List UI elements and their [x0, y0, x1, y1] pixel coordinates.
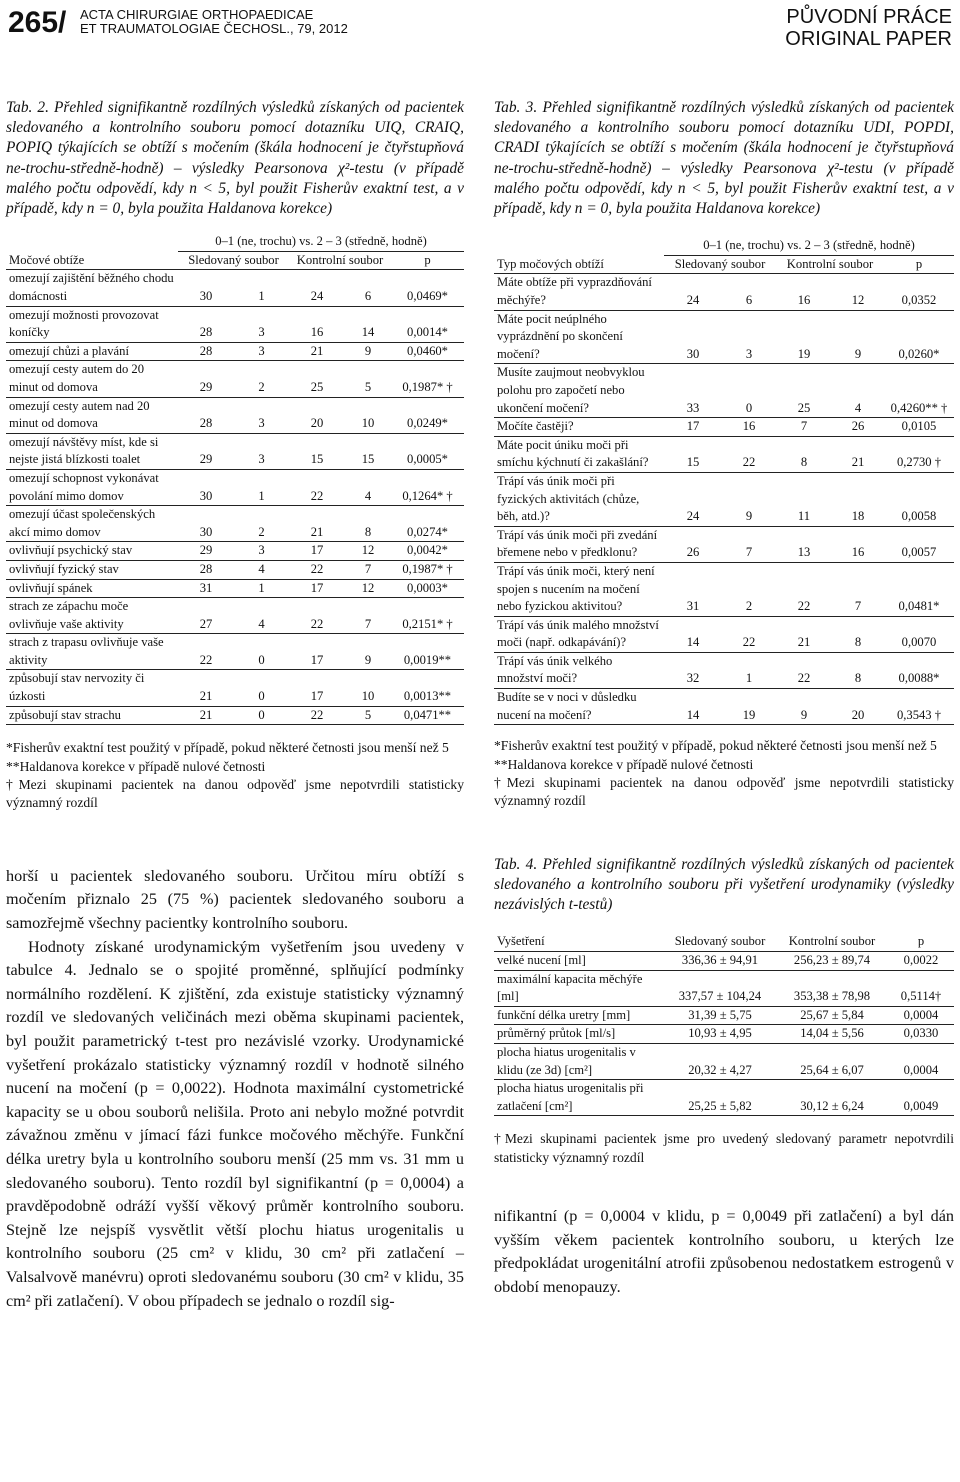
cell-value: 16: [722, 418, 776, 437]
cell-value: 0,0004: [888, 1044, 954, 1080]
cell-value: 16: [776, 274, 832, 310]
cell-value: 29: [178, 361, 234, 397]
cell-value: 22: [289, 598, 345, 634]
cell-value: 3: [722, 310, 776, 364]
row-label: průměrný průtok [ml/s]: [494, 1025, 664, 1044]
row-label: omezují účast společenských akcí mimo domov: [6, 506, 178, 542]
cell-value: 3: [234, 433, 289, 469]
table-row: [6, 361, 464, 397]
cell-value: 0,0003*: [391, 579, 464, 598]
cell-value: 14: [664, 616, 722, 652]
cell-value: 14: [664, 689, 722, 725]
cell-value: 22: [776, 562, 832, 616]
cell-value: 15: [664, 436, 722, 472]
cell-value: 0,0070: [884, 616, 954, 652]
cell-value: 0: [234, 670, 289, 706]
tab3-caption-prefix: Tab. 3.: [494, 99, 538, 116]
table-footnote: *Fisherův exaktní test použitý v případě, pokud některé četnosti jsou menší než 5: [494, 738, 937, 754]
cell-value: 336,36 ± 94,91: [664, 952, 776, 971]
row-label: omezují schopnost vykonávat povolání mimo domov: [6, 469, 178, 505]
cell-value: 5: [345, 361, 391, 397]
page-header: [0, 0, 960, 70]
cell-value: 256,23 ± 89,74: [776, 952, 888, 971]
cell-value: 6: [722, 274, 776, 310]
table-row: [494, 689, 954, 725]
row-label: strach z trapasu ovlivňuje vaše aktivity: [6, 634, 178, 670]
table-footnote: †Mezi skupinami pacientek jsme pro uvedený sledovaný parametr nepotvrdili statisticky významný rozdíl: [494, 1131, 954, 1165]
tab3-caption: [494, 98, 954, 219]
cell-value: 8: [832, 616, 884, 652]
row-label: omezují možnosti provozovat koníčky: [6, 306, 178, 342]
cell-value: 22: [289, 469, 345, 505]
column-header: Kontrolní soubor: [776, 255, 884, 274]
cell-value: 0,5114†: [888, 970, 954, 1006]
cell-value: 9: [722, 472, 776, 526]
cell-value: 0,0005*: [391, 433, 464, 469]
table-row: [6, 397, 464, 433]
table-row: [494, 562, 954, 616]
cell-value: 4: [345, 469, 391, 505]
journal-line-1: ACTA CHIRURGIAE ORTHOPAEDICAE: [80, 7, 314, 22]
cell-value: 10: [345, 670, 391, 706]
cell-value: 15: [289, 433, 345, 469]
cell-value: 0,0004: [888, 1006, 954, 1025]
cell-value: 0,1264* †: [391, 469, 464, 505]
cell-value: 0,0042*: [391, 542, 464, 561]
cell-value: 22: [776, 652, 832, 688]
tab4-notes: [494, 1130, 954, 1167]
cell-value: 24: [289, 270, 345, 306]
cell-value: 1: [234, 579, 289, 598]
row-label: Budíte se v noci v důsledku nucení na močení?: [494, 689, 664, 725]
cell-value: 25,64 ± 6,07: [776, 1044, 888, 1080]
cell-value: 6: [345, 270, 391, 306]
tab4-caption-prefix: Tab. 4.: [494, 855, 538, 873]
row-label: Máte pocit neúplného vyprázdnění po skončení močení?: [494, 310, 664, 364]
cell-value: 353,38 ± 78,98: [776, 970, 888, 1006]
cell-value: 1: [234, 469, 289, 505]
table-row: [494, 952, 954, 971]
cell-value: 21: [178, 670, 234, 706]
column-header: Sledovaný soubor: [664, 933, 776, 951]
body-paragraph: horší u pacientek sledovaného souboru. Určitou míru obtíží s močením přiznalo 25 (75 %) pacientek sledovaného souboru a samozřejmě všechny pacientky kontrolního souboru.: [6, 866, 464, 933]
cell-value: 9: [345, 634, 391, 670]
row-label: maximální kapacita měchýře [ml]: [494, 970, 664, 1006]
table-row: [494, 274, 954, 310]
cell-value: 17: [289, 542, 345, 561]
cell-value: 21: [289, 342, 345, 361]
table-row: [494, 310, 954, 364]
table-row: [6, 270, 464, 306]
cell-value: 21: [832, 436, 884, 472]
cell-value: 10,93 ± 4,95: [664, 1025, 776, 1044]
cell-value: 9: [832, 310, 884, 364]
cell-value: 28: [178, 397, 234, 433]
cell-value: 21: [289, 506, 345, 542]
table-row: [6, 469, 464, 505]
column-header: Sledovaný soubor: [178, 251, 289, 270]
column-header-row: [494, 255, 954, 274]
row-label: Močíte častěji?: [494, 418, 664, 437]
cell-value: 29: [178, 433, 234, 469]
row-label: ovlivňují fyzický stav: [6, 560, 178, 579]
cell-value: 7: [345, 598, 391, 634]
table-row: [494, 1080, 954, 1116]
column-header: Sledovaný soubor: [664, 255, 776, 274]
cell-value: 22: [289, 706, 345, 725]
cell-value: 3: [234, 397, 289, 433]
cell-value: 0,2730 †: [884, 436, 954, 472]
cell-value: 0,0088*: [884, 652, 954, 688]
cell-value: 30,12 ± 6,24: [776, 1080, 888, 1116]
cell-value: 7: [722, 526, 776, 562]
tab3-table: [494, 237, 954, 725]
cell-value: 5: [345, 706, 391, 725]
row-label: omezují cesty autem do 20 minut od domova: [6, 361, 178, 397]
tab2-caption-text: Přehled signifikantně rozdílných výsledků získaných od pacientek sledovaného a kontrolního souboru pomocí dotazníku UIQ, CRAIQ, POPIQ týkajících se obtíží s močením (škála hodnocení je čtyřstupňová ne-trochu-středně-hodně) – výsledky Pearsonova χ²-testu (v případě malého počtu odpovědí, kdy n < 5, byl použit Fisherův exaktní test, a v případě, kdy n = 0, byla použita Haldanova korekce): [6, 99, 464, 218]
cell-value: 12: [345, 542, 391, 561]
cell-value: 0,0471**: [391, 706, 464, 725]
cell-value: 16: [832, 526, 884, 562]
cell-value: 8: [345, 506, 391, 542]
cell-value: 25,67 ± 5,84: [776, 1006, 888, 1025]
tab2-table: [6, 233, 464, 725]
cell-value: 4: [832, 364, 884, 418]
table-row: [494, 1006, 954, 1025]
body-paragraph: nifikantní (p = 0,0004 v klidu, p = 0,0049 při zatlačení) a byl dán vyšším věkem pacientek kontrolního souboru, u kterých lze předpokládat urogenitální atrofii způsobenou nedostatkem estrogenů v období menopauzy.: [494, 1207, 954, 1297]
cell-value: 0,0330: [888, 1025, 954, 1044]
cell-value: 0,2151* †: [391, 598, 464, 634]
cell-value: 0,0249*: [391, 397, 464, 433]
cell-value: 20,32 ± 4,27: [664, 1044, 776, 1080]
body-text-left: [6, 865, 464, 1313]
column-header: Kontrolní soubor: [776, 933, 888, 951]
cell-value: 0,0022: [888, 952, 954, 971]
group-header-row: [494, 237, 954, 255]
cell-value: 14,04 ± 5,56: [776, 1025, 888, 1044]
cell-value: 20: [289, 397, 345, 433]
cell-value: 31: [178, 579, 234, 598]
cell-value: 30: [178, 270, 234, 306]
cell-value: 33: [664, 364, 722, 418]
cell-value: 3: [234, 542, 289, 561]
column-header: p: [391, 251, 464, 270]
cell-value: 7: [345, 560, 391, 579]
cell-value: 28: [178, 560, 234, 579]
cell-value: 20: [832, 689, 884, 725]
cell-value: 0,0058: [884, 472, 954, 526]
tab3-caption-text: Přehled signifikantně rozdílných výsledků získaných od pacientek sledovaného a kontrolního souboru pomocí dotazníku UDI, POPDI, CRADI týkajících se obtíží s močením (škála hodnocení je čtyřstupňová ne-trochu-středně-hodně) – výsledky Pearsonova χ²-testu (v případě malého počtu odpovědí, kdy n < 5, byl použit Fisherův exaktní test, a v případě, kdy n = 0, byla použita Haldanova korekce): [494, 99, 954, 218]
section-label: [785, 6, 952, 50]
row-label: omezují zajištění běžného chodu domácnosti: [6, 270, 178, 306]
cell-value: 27: [178, 598, 234, 634]
cell-value: 19: [776, 310, 832, 364]
cell-value: 11: [776, 472, 832, 526]
section-line-1: PŮVODNÍ PRÁCE: [786, 6, 952, 28]
cell-value: 15: [345, 433, 391, 469]
cell-value: 10: [345, 397, 391, 433]
cell-value: 28: [178, 306, 234, 342]
cell-value: 0,1987* †: [391, 560, 464, 579]
journal-line-2: ET TRAUMATOLOGIAE ČECHOSL., 79, 2012: [80, 21, 348, 36]
page-number: 265/: [8, 6, 67, 39]
cell-value: 1: [722, 652, 776, 688]
cell-value: 12: [832, 274, 884, 310]
cell-value: 337,57 ± 104,24: [664, 970, 776, 1006]
cell-value: 0,0260*: [884, 310, 954, 364]
group-header: 0–1 (ne, trochu) vs. 2 – 3 (středně, hodně): [178, 233, 464, 251]
cell-value: 30: [664, 310, 722, 364]
row-label: Máte pocit úniku moči při smíchu kýchnutí či zakašlání?: [494, 436, 664, 472]
cell-value: 22: [722, 616, 776, 652]
cell-value: 25,25 ± 5,82: [664, 1080, 776, 1116]
table-row: [494, 652, 954, 688]
table-row: [494, 1025, 954, 1044]
row-label: omezují cesty autem nad 20 minut od domova: [6, 397, 178, 433]
column-header: p: [888, 933, 954, 951]
row-label: ovlivňují psychický stav: [6, 542, 178, 561]
tab2-notes: [6, 739, 464, 813]
column-header-row: [494, 933, 954, 951]
row-label: plocha hiatus urogenitalis při zatlačení [cm²]: [494, 1080, 664, 1116]
cell-value: 17: [289, 579, 345, 598]
tab3-notes: [494, 737, 954, 811]
table-footnote: †Mezi skupinami pacientek na danou odpověď jsme nepotvrdili statisticky významný rozdíl: [6, 777, 464, 811]
table-row: [494, 364, 954, 418]
table-row: [6, 560, 464, 579]
group-header-row: [6, 233, 464, 251]
cell-value: 19: [722, 689, 776, 725]
left-column: [6, 98, 464, 1313]
cell-value: 2: [722, 562, 776, 616]
cell-value: 12: [345, 579, 391, 598]
section-line-2: ORIGINAL PAPER: [785, 28, 952, 50]
table-row: [6, 579, 464, 598]
cell-value: 0,0460*: [391, 342, 464, 361]
cell-value: 0,0014*: [391, 306, 464, 342]
cell-value: 22: [722, 436, 776, 472]
cell-value: 9: [345, 342, 391, 361]
table-row: [6, 306, 464, 342]
cell-value: 29: [178, 542, 234, 561]
cell-value: 8: [776, 436, 832, 472]
table-row: [6, 634, 464, 670]
cell-value: 0,0352: [884, 274, 954, 310]
row-label: plocha hiatus urogenitalis v klidu (ze 3d) [cm²]: [494, 1044, 664, 1080]
cell-value: 9: [776, 689, 832, 725]
row-label: velké nucení [ml]: [494, 952, 664, 971]
column-header: Kontrolní soubor: [289, 251, 391, 270]
table-row: [6, 542, 464, 561]
cell-value: 26: [832, 418, 884, 437]
table-row: [6, 706, 464, 725]
cell-value: 26: [664, 526, 722, 562]
table-footnote: *Fisherův exaktní test použitý v případě, pokud některé četnosti jsou menší než 5: [6, 740, 449, 756]
cell-value: 0,1987* †: [391, 361, 464, 397]
group-header: 0–1 (ne, trochu) vs. 2 – 3 (středně, hodně): [664, 237, 954, 255]
cell-value: 2: [234, 506, 289, 542]
cell-value: 3: [234, 306, 289, 342]
table-footnote: †Mezi skupinami pacientek na danou odpověď jsme nepotvrdili statisticky významný rozdíl: [494, 775, 954, 809]
cell-value: 0: [234, 706, 289, 725]
table-footnote: **Haldanova korekce v případě nulové četnosti: [494, 756, 754, 772]
cell-value: 0: [722, 364, 776, 418]
cell-value: 0,0049: [888, 1080, 954, 1116]
row-label: Trápí vás únik malého množství moči (např. odkapávání)?: [494, 616, 664, 652]
journal-title: [80, 8, 348, 36]
cell-value: 24: [664, 274, 722, 310]
cell-value: 7: [832, 562, 884, 616]
cell-value: 8: [832, 652, 884, 688]
table-row: [6, 506, 464, 542]
cell-value: 2: [234, 361, 289, 397]
body-text-right: [494, 1205, 954, 1299]
cell-value: 17: [289, 670, 345, 706]
table-row: [494, 616, 954, 652]
tab4-table: [494, 933, 954, 1116]
cell-value: 0,0481*: [884, 562, 954, 616]
row-label: způsobují stav strachu: [6, 706, 178, 725]
cell-value: 25: [776, 364, 832, 418]
table-footnote: **Haldanova korekce v případě nulové četnosti: [6, 758, 266, 774]
cell-value: 13: [776, 526, 832, 562]
cell-value: 0,3543 †: [884, 689, 954, 725]
column-header: p: [884, 255, 954, 274]
table-row: [494, 472, 954, 526]
row-label: ovlivňují spánek: [6, 579, 178, 598]
cell-value: 0: [234, 634, 289, 670]
table-row: [494, 436, 954, 472]
right-column: [494, 98, 954, 1300]
cell-value: 0,0013**: [391, 670, 464, 706]
cell-value: 0,4260** †: [884, 364, 954, 418]
tab4-caption-text: Přehled signifikantně rozdílných výsledků získaných od pacientek sledovaného a kontrolního souboru při vyšetření urodynamiky (výsledky nezávislých t-testů): [494, 855, 954, 914]
tab2-caption-prefix: Tab. 2.: [6, 99, 49, 116]
cell-value: 24: [664, 472, 722, 526]
table-row: [6, 598, 464, 634]
cell-value: 0,0105: [884, 418, 954, 437]
cell-value: 4: [234, 598, 289, 634]
cell-value: 3: [234, 342, 289, 361]
cell-value: 17: [289, 634, 345, 670]
cell-value: 31: [664, 562, 722, 616]
cell-value: 22: [289, 560, 345, 579]
cell-value: 18: [832, 472, 884, 526]
tab4-caption: [494, 855, 954, 916]
row-label: Trápí vás únik moči, který není spojen s nucením na močení nebo fyzickou aktivitou?: [494, 562, 664, 616]
row-label: Máte obtíže při vyprazdňování měchýře?: [494, 274, 664, 310]
row-label: funkční délka uretry [mm]: [494, 1006, 664, 1025]
column-header: Typ močových obtíží: [494, 255, 664, 274]
cell-value: 1: [234, 270, 289, 306]
table-row: [494, 418, 954, 437]
cell-value: 21: [776, 616, 832, 652]
body-paragraph: Hodnoty získané urodynamickým vyšetřením jsou uvedeny v tabulce 4. Jednalo se o spojité proměnné, splňující podmínky normálního rozdělení. K zjištění, zda existuje statisticky významný rozdíl ve sledovaných veličinách mezi oběma skupinami pacientek, byl použit parametrický t-test pro nezávislé vzorky. Urodynamické vyšetření prokázalo statisticky významný rozdíl v hodnotě silného nucení na močení (p = 0,0022). Hodnota maximální cystometrické kapacity se u obou souborů nelišila. Proto ani nebylo možné potvrdit závažnou změnu v jímací fázi funkce močového měchýře. Funkční délka uretry byla u kontrolního souboru menší (25 mm vs. 31 mm u sledovaného souboru). Tento rozdíl byl signifikantní (p = 0,0004) a pravděpodobně odráží vyšší věkový průměr kontrolního souboru. Stejně lze nejspíš vysvětlit větší plochu hiatus urogenitalis u kontrolního souboru (25 cm² v klidu, 30 cm² při zatlačení – Valsalvově manévru) oproti sledovanému souboru (30 cm² v klidu, 35 cm² při zatlačení). V obou případech se jednalo o rozdíl sig-: [6, 937, 464, 1310]
cell-value: 17: [664, 418, 722, 437]
cell-value: 0,0057: [884, 526, 954, 562]
spacer-cell: [6, 233, 178, 251]
cell-value: 0,0274*: [391, 506, 464, 542]
row-label: omezují návštěvy míst, kde si nejste jistá blízkosti toalet: [6, 433, 178, 469]
column-header: Močové obtíže: [6, 251, 178, 270]
cell-value: 0,0469*: [391, 270, 464, 306]
spacer-cell: [494, 237, 664, 255]
column-header-row: [6, 251, 464, 270]
row-label: způsobují stav nervozity či úzkosti: [6, 670, 178, 706]
row-label: Trápí vás únik moči při fyzických aktivitách (chůze, běh, atd.)?: [494, 472, 664, 526]
cell-value: 22: [178, 634, 234, 670]
cell-value: 30: [178, 506, 234, 542]
cell-value: 28: [178, 342, 234, 361]
row-label: Musíte zaujmout neobvyklou polohu pro započetí nebo ukončení močení?: [494, 364, 664, 418]
row-label: Trápí vás únik moči při zvedání břemene nebo v předklonu?: [494, 526, 664, 562]
row-label: strach ze zápachu moče ovlivňuje vaše aktivity: [6, 598, 178, 634]
cell-value: 32: [664, 652, 722, 688]
cell-value: 31,39 ± 5,75: [664, 1006, 776, 1025]
tab2-caption: [6, 98, 464, 219]
cell-value: 16: [289, 306, 345, 342]
cell-value: 21: [178, 706, 234, 725]
table-row: [494, 1044, 954, 1080]
cell-value: 7: [776, 418, 832, 437]
row-label: omezují chůzi a plavání: [6, 342, 178, 361]
row-label: Trápí vás únik velkého množství moči?: [494, 652, 664, 688]
cell-value: 25: [289, 361, 345, 397]
cell-value: 14: [345, 306, 391, 342]
cell-value: 30: [178, 469, 234, 505]
cell-value: 4: [234, 560, 289, 579]
table-row: [6, 670, 464, 706]
table-row: [6, 342, 464, 361]
column-header: Vyšetření: [494, 933, 664, 951]
table-row: [494, 526, 954, 562]
cell-value: 0,0019**: [391, 634, 464, 670]
table-row: [494, 970, 954, 1006]
table-row: [6, 433, 464, 469]
